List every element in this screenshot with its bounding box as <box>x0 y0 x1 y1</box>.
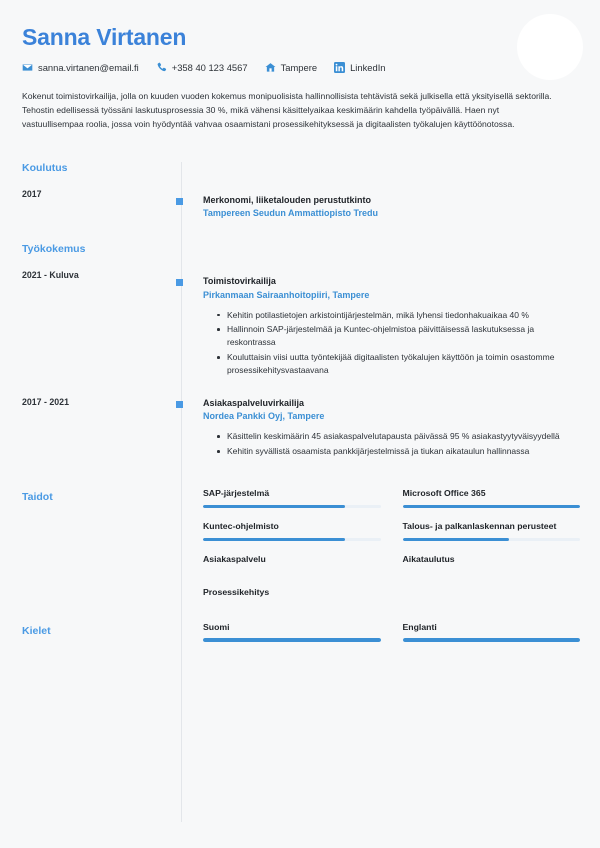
envelope-icon <box>22 62 33 73</box>
languages-right-column <box>181 621 600 652</box>
contact-row <box>22 62 578 73</box>
language-item <box>203 621 381 642</box>
skill-progress-fill <box>403 538 510 542</box>
experience-entry <box>181 397 600 460</box>
skill-item <box>403 520 581 541</box>
education-institution-0: Tampereen Seudun Ammattiopisto Tredu <box>203 208 379 219</box>
skills-right-column <box>181 487 600 618</box>
education-left-column <box>0 162 181 200</box>
skill-item <box>403 553 581 574</box>
contact-linkedin-text: LinkedIn <box>350 62 386 74</box>
experience-entry <box>181 275 600 379</box>
avatar <box>517 14 583 80</box>
skill-progress-track <box>403 538 581 542</box>
language-label: Suomi <box>203 621 230 632</box>
language-progress-track <box>203 638 381 642</box>
section-languages <box>0 621 600 652</box>
skill-progress-fill <box>203 505 345 509</box>
section-title-skills: Taidot <box>22 491 53 504</box>
skill-progress-fill <box>203 538 345 542</box>
experience-employer-1: Nordea Pankki Oyj, Tampere <box>203 411 325 422</box>
contact-linkedin[interactable] <box>334 62 385 73</box>
list-item: Hallinnoin SAP-järjestelmää ja Kuntec-ohjelmistoa päivittäisessä laskutuksessa ja reskontrassa <box>217 323 578 349</box>
experience-bullets-1 <box>203 430 578 458</box>
skill-item <box>203 553 381 574</box>
skill-item <box>403 487 581 508</box>
list-item: Kehitin syvällistä osaamista pankkijärjestelmissä ja tiukan aikataulun hallinnassa <box>217 445 578 458</box>
language-item <box>403 621 581 642</box>
experience-right-column <box>181 243 600 459</box>
skills-grid <box>181 487 600 618</box>
profile-summary: Kokenut toimistovirkailija, jolla on kuuden vuoden kokemus monipuolisista hallinnollisista tehtävistä sekä julkisella että yksityisellä sektorilla. Tehostin edellisessä työssäni laskutusprosessia 30 %, mikä vähensi käsittelyaikaa keskimäärin kahdella työpäivällä. Haen nyt vastuullisempaa roolia, jossa voin hyödyntää vahvaa osaamistani prosessikehityksessä ja digitaalisten työkalujen käyttöönotossa. <box>22 91 552 130</box>
education-entry <box>181 194 600 220</box>
section-title-education: Koulutus <box>22 162 68 175</box>
experience-bullets-0 <box>203 309 578 378</box>
list-item: Käsittelin keskimäärin 45 asiakaspalvelutapausta päivässä 95 % asiakastyytyväisyydellä <box>217 430 578 443</box>
education-date-0: 2017 <box>22 188 42 199</box>
languages-left-column <box>0 621 181 638</box>
contact-phone[interactable] <box>156 62 248 73</box>
skill-label: Talous- ja palkanlaskennan perusteet <box>402 521 557 532</box>
experience-date-0: 2021 - Kuluva <box>22 269 79 280</box>
section-title-experience: Työkokemus <box>22 243 86 256</box>
skill-label: Kuntec-ohjelmisto <box>203 521 279 532</box>
skill-label: Prosessikehitys <box>203 587 270 597</box>
entry-marker-icon <box>176 401 183 408</box>
skill-label: Asiakaspalvelu <box>203 554 266 565</box>
skill-progress-track <box>203 505 381 509</box>
section-education <box>0 162 600 220</box>
experience-employer-0: Pirkanmaan Sairaanhoitopiiri, Tampere <box>203 289 370 300</box>
skill-label: Microsoft Office 365 <box>402 488 486 499</box>
skill-progress-track <box>203 538 381 542</box>
language-progress-fill <box>403 638 581 642</box>
skill-progress-fill <box>403 505 581 509</box>
contact-location[interactable] <box>265 62 317 73</box>
section-title-languages: Kielet <box>22 624 51 637</box>
skill-progress-track <box>403 571 581 575</box>
page-title: Sanna Virtanen <box>22 24 187 50</box>
experience-left-column <box>0 243 181 408</box>
linkedin-icon <box>334 62 345 73</box>
section-experience <box>0 243 600 459</box>
phone-icon <box>156 62 167 73</box>
languages-grid <box>181 621 600 652</box>
home-icon <box>265 62 276 73</box>
skill-progress-track <box>203 571 381 575</box>
language-label: Englanti <box>402 621 437 632</box>
contact-email-text: sanna.virtanen@email.fi <box>38 62 139 74</box>
entry-marker-icon <box>176 279 183 286</box>
language-progress-fill <box>203 638 381 642</box>
section-skills <box>0 487 600 618</box>
entry-marker-icon <box>176 198 183 205</box>
list-item: Kehitin potilastietojen arkistointijärjestelmän, mikä lyhensi tiedonhakuaikaa 40 % <box>217 309 578 322</box>
skill-progress-track <box>203 603 381 607</box>
list-item: Kouluttaisin viisi uutta työntekijää digitaalisten työkalujen käyttöön ja toimin osastomme prosessikehitysvastaavana <box>217 351 578 377</box>
skill-progress-track <box>403 505 581 509</box>
experience-role-0: Toimistovirkailija <box>203 276 276 287</box>
education-degree-0: Merkonomi, liiketalouden perustutkinto <box>203 195 372 206</box>
skill-item <box>203 520 381 541</box>
resume-body <box>0 162 600 661</box>
skill-item <box>203 586 381 607</box>
skill-label: SAP-järjestelmä <box>203 488 270 499</box>
contact-email[interactable] <box>22 62 139 73</box>
experience-date-1: 2017 - 2021 <box>22 397 69 408</box>
experience-role-1: Asiakaspalveluvirkailija <box>203 397 305 408</box>
skill-label: Aikataulutus <box>402 554 455 565</box>
education-right-column <box>181 162 600 220</box>
resume-header <box>0 0 600 132</box>
skills-left-column <box>0 487 181 504</box>
contact-location-text: Tampere <box>280 62 318 74</box>
skill-item <box>203 487 381 508</box>
contact-phone-text: +358 40 123 4567 <box>171 62 248 74</box>
language-progress-track <box>403 638 581 642</box>
